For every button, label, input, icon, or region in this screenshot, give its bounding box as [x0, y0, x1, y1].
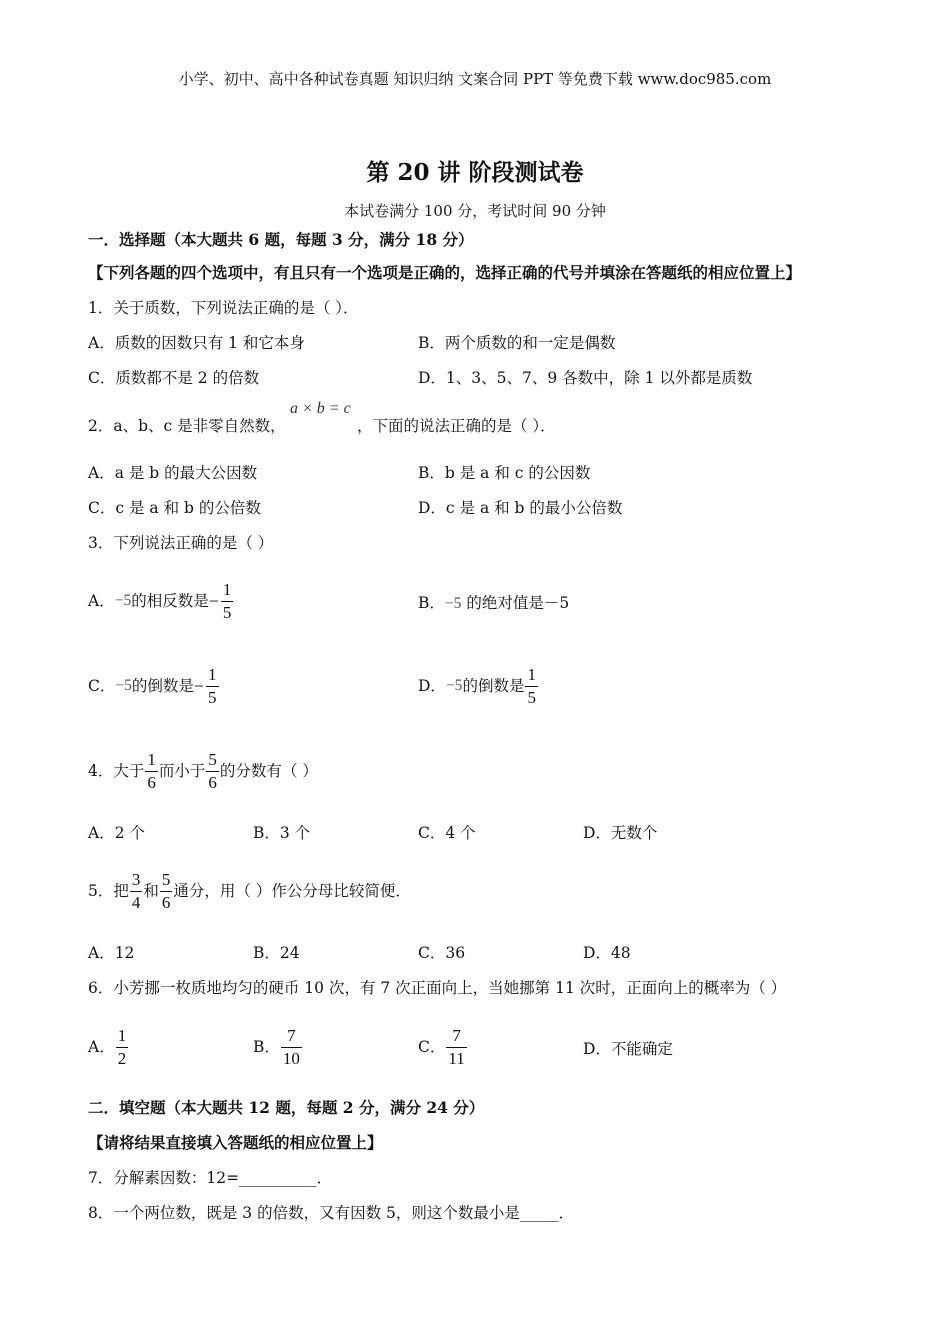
q3-b-number: −5	[444, 595, 462, 612]
q3-c-label: C．	[88, 677, 116, 695]
q6-b-num: 7	[287, 1025, 296, 1045]
q4-fraction-2	[206, 749, 219, 794]
q4-f2-den: 6	[208, 772, 217, 792]
q6-stem: 6．小芳挪一枚质地均匀的硬币 10 次，有 7 次正面向上，当她挪第 11 次时，正面向上的概率为（ ）	[88, 979, 787, 997]
q5-stem	[88, 856, 411, 926]
q6-c-fraction	[446, 1025, 466, 1070]
q4-option-b: B．3 个	[253, 824, 311, 842]
q3-option-c	[88, 651, 220, 721]
q5-option-b: B．24	[253, 944, 300, 962]
q1-option-d: D．1、3、5、7、9 各数中，除 1 以外都是质数	[418, 369, 753, 387]
q4-f1-num: 1	[147, 749, 156, 769]
q7-stem: 7．分解素因数：12=__________．	[88, 1169, 333, 1187]
q1-stem: 1．关于质数，下列说法正确的是（ ）．	[88, 299, 359, 317]
q5-f2-num: 5	[161, 869, 171, 889]
page-subtitle: 本试卷满分 100 分，考试时间 90 分钟	[344, 202, 606, 220]
q4-stem	[88, 736, 318, 806]
q3-b-text: 的绝对值是－5	[461, 594, 570, 612]
q4-option-c: C．4 个	[418, 824, 476, 842]
q4-f1-den: 6	[147, 772, 156, 792]
q3-d-frac-den: 5	[527, 687, 536, 707]
q5-option-a: A．12	[88, 944, 135, 962]
q1-option-b: B．两个质数的和一定是偶数	[418, 334, 616, 352]
q4-stem-mid: 而小于	[158, 762, 206, 780]
q6-a-num: 1	[117, 1025, 127, 1045]
q3-option-a	[88, 566, 234, 636]
q3-c-fraction	[206, 664, 219, 709]
q3-c-frac-num: 1	[208, 664, 217, 684]
q5-fraction-2	[160, 869, 173, 914]
q8-stem: 8．一个两位数，既是 3 的倍数，又有因数 5，则这个数最小是_____．	[88, 1204, 575, 1222]
q3-b-label: B．	[418, 594, 445, 612]
q6-a-den: 2	[117, 1048, 127, 1068]
q5-stem-pre: 5．把	[88, 882, 129, 900]
q3-stem: 3．下列说法正确的是（ ）	[88, 534, 274, 552]
q5-f1-num: 3	[131, 869, 141, 889]
q3-option-d	[418, 651, 539, 721]
q3-a-text: 的相反数是	[131, 592, 209, 610]
q5-stem-post: 通分，用（ ）作公分母比较简便．	[173, 882, 411, 900]
section2-instruction: 【请将结果直接填入答题纸的相应位置上】	[88, 1133, 383, 1152]
q4-stem-post: 的分数有（ ）	[219, 762, 318, 780]
q3-c-minus: −	[193, 676, 205, 696]
q3-c-frac-den: 5	[208, 687, 217, 707]
q3-a-fraction	[221, 579, 234, 624]
q6-option-c	[418, 1012, 468, 1082]
q5-f1-den: 4	[131, 892, 141, 912]
q6-option-a	[88, 1012, 129, 1082]
q5-f2-den: 6	[161, 892, 171, 912]
q2-option-c: C．c 是 a 和 b 的公倍数	[88, 499, 261, 517]
q6-option-b	[253, 1012, 303, 1082]
page-title: 第 20 讲 阶段测试卷	[366, 159, 584, 186]
q3-a-minus: −	[208, 591, 219, 611]
q4-fraction-1	[145, 749, 158, 794]
q3-d-frac-num: 1	[527, 664, 536, 684]
q2-formula: a × b = c	[290, 400, 351, 417]
q3-a-label: A．	[88, 592, 115, 610]
q6-c-den: 11	[448, 1048, 465, 1068]
q2-option-a: A．a 是 b 的最大公因数	[88, 464, 258, 482]
q4-f2-num: 5	[208, 749, 217, 769]
q3-d-fraction	[525, 664, 538, 709]
q5-fraction-1	[130, 869, 143, 914]
q5-option-c: C．36	[418, 944, 466, 962]
q3-a-frac-den: 5	[222, 602, 232, 622]
q3-d-text: 的倒数是	[462, 677, 525, 695]
q6-c-num: 7	[452, 1025, 461, 1045]
q2-option-d: D．c 是 a 和 b 的最小公倍数	[418, 499, 623, 517]
q1-option-a: A．质数的因数只有 1 和它本身	[88, 334, 305, 352]
q4-option-a: A．2 个	[88, 824, 145, 842]
q6-b-fraction	[281, 1025, 302, 1070]
q6-b-den: 10	[282, 1048, 300, 1068]
q3-c-text: 的倒数是	[131, 677, 194, 695]
q2-stem-post: ，下面的说法正确的是（ ）．	[357, 417, 556, 435]
q6-c-label: C．	[418, 1038, 446, 1056]
q4-option-d: D．无数个	[583, 824, 658, 842]
q3-a-number: −5	[114, 592, 132, 609]
section1-heading: 一．选择题（本大题共 6 题，每题 3 分，满分 18 分）	[88, 230, 474, 249]
q2-stem-pre: 2．a、b、c 是非零自然数，	[88, 417, 286, 435]
section2-heading: 二．填空题（本大题共 12 题，每题 2 分，满分 24 分）	[88, 1098, 485, 1117]
q4-stem-pre: 4．大于	[88, 762, 145, 780]
section1-instruction: 【下列各题的四个选项中，有且只有一个选项是正确的，选择正确的代号并填涂在答题纸的相应位置上】	[88, 263, 802, 282]
q3-option-b	[418, 593, 569, 614]
q6-option-d: D．不能确定	[583, 1040, 673, 1058]
q6-a-label: A．	[88, 1038, 115, 1056]
q5-option-d: D．48	[583, 944, 631, 962]
q6-b-label: B．	[253, 1038, 280, 1056]
page-header: 小学、初中、高中各种试卷真题 知识归纳 文案合同 PPT 等免费下载 www.doc985.com	[178, 70, 772, 88]
q3-c-number: −5	[115, 677, 132, 694]
q2-option-b: B．b 是 a 和 c 的公因数	[418, 464, 591, 482]
q5-stem-mid: 和	[143, 882, 159, 900]
q6-a-fraction	[116, 1025, 129, 1070]
q3-a-frac-num: 1	[222, 579, 232, 599]
q3-d-number: −5	[445, 677, 463, 694]
q1-option-c: C．质数都不是 2 的倍数	[88, 369, 260, 387]
q3-d-label: D．	[418, 677, 446, 695]
